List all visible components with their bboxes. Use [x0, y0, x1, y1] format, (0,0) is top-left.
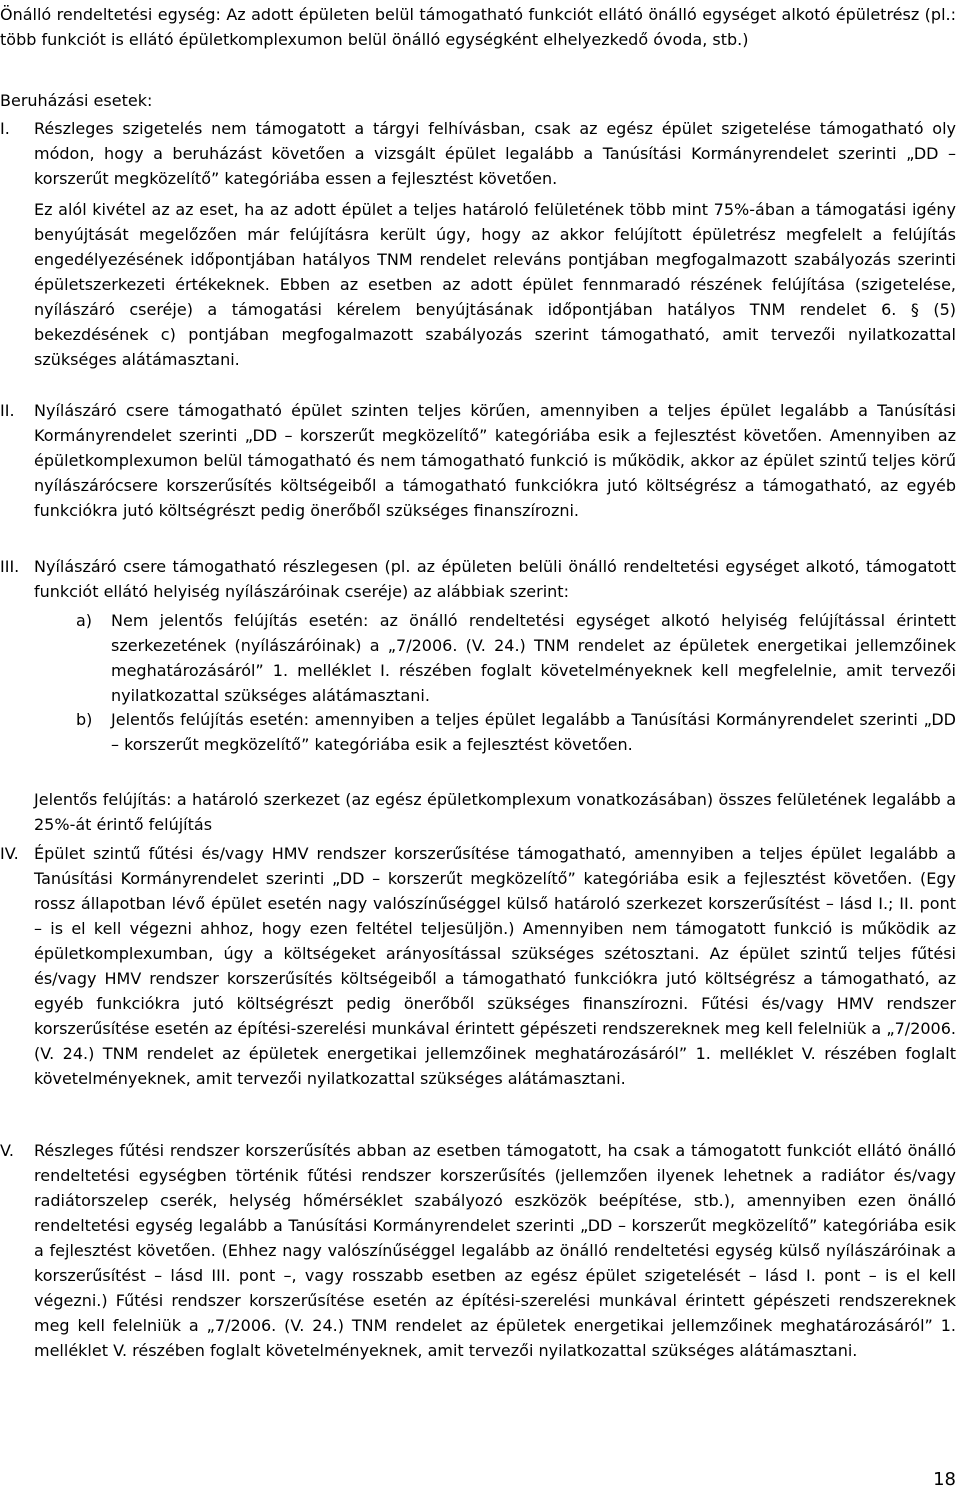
subitem-text: Jelentős felújítás esetén: amennyiben a teljes épület legalább a Tanúsítási Kormányrendelet szerinti „DD – korszerűt megközelítő” kategóriába esik a fejlesztést követően.	[111, 710, 956, 754]
item-number: III.	[0, 557, 20, 576]
item-number: IV.	[0, 844, 19, 863]
item-number: V.	[0, 1141, 14, 1160]
item-number: I.	[0, 119, 10, 138]
item-text: Nyílászáró csere támogatható részlegesen (pl. az épületen belüli önálló rendeltetési egységet alkotó, támogatott funkciót ellátó helyiség nyílászáróinak cseréje) az alábbiak szerint:	[34, 557, 956, 601]
subitem-label: a)	[76, 611, 93, 630]
subitem-label: b)	[76, 710, 93, 729]
item-text: Részleges szigetelés nem támogatott a tárgyi felhívásban, csak az egész épület szigetelése támogatható oly módon, hogy a beruházást követően a vizsgált épület legalább a Tanúsítási Kormányrendelet szerinti „DD – korszerűt megközelítő” kategóriába essen a fejlesztést követően.	[34, 119, 956, 188]
item-number: II.	[0, 401, 15, 420]
item-text-continued: Ez alól kivétel az az eset, ha az adott épület a teljes határoló felületének több mint 75%-ában a támogatási igény benyújtását megelőzően már felújításra került úgy, hogy az akkor felújított épületrész megfelelt a felújítás engedélyezésének időpontjában hatályos TNM rendelet releváns pontjában megfogalmazott szabályozás szerinti épületszerkezeti értékeknek. Ebben az esetben az adott épület fennmaradó részének felújítása (szigetelése, nyílászáró cseréje) a támogatási kérelem benyújtásának időpontjában hatályos TNM rendelet 6. § (5) bekezdésének c) pontjában megfogalmazott szabályozás szerint támogatható, amit tervezői nyilatkozattal szükséges alátámasztani.	[34, 200, 956, 369]
intro-paragraph: Önálló rendeltetési egység: Az adott épületen belül támogatható funkciót ellátó önálló egységet alkotó épületrész (pl.: több funkciót is ellátó épületkomplexumon belül önálló egységként elhelyezkedő óvoda, stb.)	[0, 5, 956, 49]
section-heading: Beruházási esetek:	[0, 91, 153, 110]
page-number: 18	[933, 1469, 956, 1490]
item-text: Épület szintű fűtési és/vagy HMV rendszer korszerűsítése támogatható, amennyiben a teljes épület legalább a Tanúsítási Kormányrendelet szerinti „DD – korszerűt megközelítő” kategóriába esik a fejlesztést követően. (Egy rossz állapotban lévő épület esetén nagy valószínűséggel külső határoló szerkezet korszerűsítést – lásd I.; II. pont – is el kell végezni ahhoz, hogy ezen feltétel teljesüljön.) Amennyiben nem támogatott funkció is működik az épületkomplexumban, úgy a költségeket arányosítással szükséges szétosztani. Az épület szintű teljes fűtési és/vagy HMV rendszer korszerűsítés költségeiből a támogatható funkciókra jutó költségrész a támogatható, az egyéb funkciókra jutó költségrészt pedig önerőből szükséges finanszírozni. Fűtési és/vagy HMV rendszer korszerűsítése esetén az építési-szerelési munkával érintett gépészeti rendszereknek meg kell felelniük a „7/2006. (V. 24.) TNM rendelet az épületek energetikai jellemzőinek meghatározásáról” 1. melléklet V. részében foglalt követelményeknek, amit tervezői nyilatkozattal szükséges alátámasztani.	[34, 844, 956, 1088]
subitem-text: Nem jelentős felújítás esetén: az önálló rendeltetési egységet alkotó helyiség felújítással érintett szerkezetének (nyílászáróinak) a „7/2006. (V. 24.) TNM rendelet az épületek energetikai jellemzőinek meghatározásáról” 1. melléklet I. részében foglalt követelményeknek kell megfelelnie, amit tervezői nyilatkozattal szükséges alátámasztani.	[111, 611, 956, 705]
item-note: Jelentős felújítás: a határoló szerkezet (az egész épületkomplexum vonatkozásában) összes felületének legalább a 25%-át érintő felújítás	[34, 790, 956, 834]
item-text: Részleges fűtési rendszer korszerűsítés abban az esetben támogatott, ha csak a támogatott funkciót ellátó önálló rendeltetési egységben történik fűtési rendszer korszerűsítés (jellemzően ilyenek lehetnek a radiátor és/vagy radiátorszelep cserék, helység hőmérséklet szabályozó eszközök beépítése, stb.), amennyiben ezen önálló rendeltetési egység legalább a Tanúsítási Kormányrendelet szerinti „DD – korszerűt megközelítő” kategóriába esik a fejlesztést követően. (Ehhez nagy valószínűséggel legalább az önálló rendeltetési egység külső nyílászáróinak a korszerűsítést – lásd III. pont –, vagy rosszabb esetben az egész épület szigetelését – lásd I. pont – is el kell végezni.) Fűtési rendszer korszerűsítése esetén az építési-szerelési munkával érintett gépészeti rendszereknek meg kell felelniük a „7/2006. (V. 24.) TNM rendelet az épületek energetikai jellemzőinek meghatározásáról” 1. melléklet V. részében foglalt követelményeknek, amit tervezői nyilatkozattal szükséges alátámasztani.	[34, 1141, 956, 1360]
item-text: Nyílászáró csere támogatható épület szinten teljes körűen, amennyiben a teljes épület legalább a Tanúsítási Kormányrendelet szerinti „DD – korszerűt megközelítő” kategóriába esik a fejlesztést követően. Amennyiben az épületkomplexumon belül támogatható és nem támogatható funkció is működik, akkor az épület szintű teljes körű nyílászárócsere korszerűsítés költségeiből a támogatható funkciókra jutó költségrész a támogatható, az egyéb funkciókra jutó költségrészt pedig önerőből szükséges finanszírozni.	[34, 401, 956, 520]
